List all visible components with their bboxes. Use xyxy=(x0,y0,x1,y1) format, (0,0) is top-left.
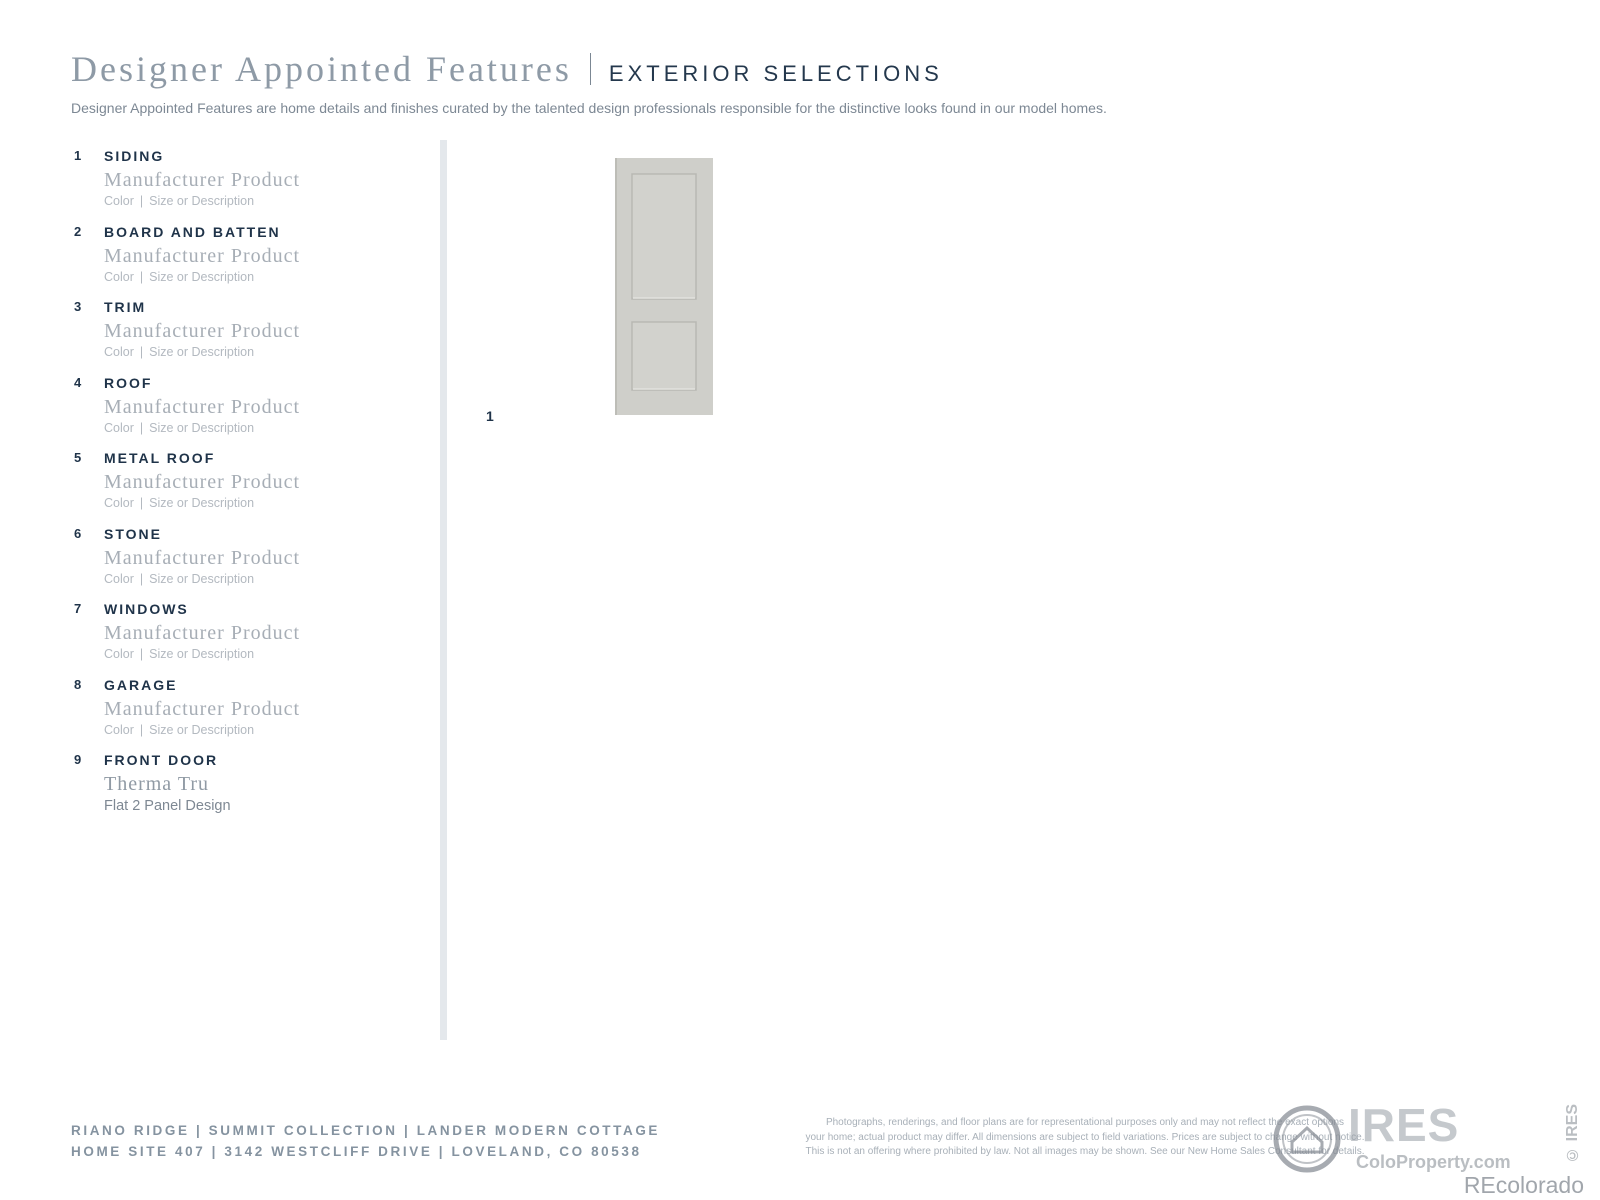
feature-size: Size or Description xyxy=(149,420,255,435)
feature-number: 5 xyxy=(74,450,82,465)
image-label: 1 xyxy=(486,408,494,424)
feature-number: 9 xyxy=(74,752,82,767)
feature-size: Size or Description xyxy=(149,345,255,359)
feature-color: Color xyxy=(104,420,134,435)
feature-description xyxy=(104,723,254,737)
watermark-site: ColoProperty.com xyxy=(1356,1152,1511,1172)
feature-description xyxy=(104,496,254,510)
title-row xyxy=(71,48,1540,90)
feature-color: Color xyxy=(104,571,134,586)
feature-item-siding xyxy=(74,142,414,218)
feature-size: Size or Description xyxy=(149,194,255,208)
feature-item-roof xyxy=(74,369,414,445)
feature-category: BOARD AND BATTEN xyxy=(104,223,281,240)
feature-product: Therma Tru xyxy=(104,773,209,795)
separator: | xyxy=(139,194,144,208)
feature-number: 8 xyxy=(74,676,82,692)
feature-item-front-door xyxy=(74,746,414,822)
feature-number: 3 xyxy=(74,299,82,314)
feature-size: Size or Description xyxy=(149,571,255,586)
ires-seal-icon xyxy=(1272,1104,1342,1174)
separator: | xyxy=(139,496,144,510)
feature-product: Manufacturer Product xyxy=(104,395,301,418)
feature-number: 4 xyxy=(74,374,82,390)
feature-description: Flat 2 Panel Design xyxy=(104,798,231,814)
feature-number: 7 xyxy=(74,601,82,616)
disclaimer-line: your home; actual product may differ. All dimensions are subject to field variations. Prices are subject to change without notice. xyxy=(805,1131,1365,1143)
front-door-image xyxy=(615,158,713,415)
feature-product: Manufacturer Product xyxy=(104,697,301,720)
feature-product: Manufacturer Product xyxy=(104,320,301,342)
feature-item-garage xyxy=(74,671,414,747)
feature-item-metal-roof xyxy=(74,444,414,520)
feature-category: SIDING xyxy=(104,148,165,164)
feature-product: Manufacturer Product xyxy=(104,169,301,191)
feature-list xyxy=(74,142,414,822)
feature-category: TRIM xyxy=(104,299,147,315)
feature-color: Color xyxy=(104,269,134,284)
feature-number: 1 xyxy=(74,148,82,163)
feature-color: Color xyxy=(104,345,134,359)
feature-category: STONE xyxy=(104,525,162,542)
feature-product: Manufacturer Product xyxy=(104,471,301,493)
disclaimer-line: Photographs, renderings, and floor plans are for representational purposes only and may not reflect the exact options xyxy=(825,1117,1345,1128)
feature-description xyxy=(104,421,254,435)
feature-description xyxy=(104,647,254,661)
feature-product: Manufacturer Product xyxy=(104,546,301,569)
separator: | xyxy=(139,345,144,359)
separator: | xyxy=(139,722,144,737)
feature-color: Color xyxy=(104,194,134,208)
feature-size: Size or Description xyxy=(149,496,255,510)
feature-category: METAL ROOF xyxy=(104,450,216,466)
section-title: EXTERIOR SELECTIONS xyxy=(608,61,943,86)
feature-size: Size or Description xyxy=(149,269,255,284)
feature-product: Manufacturer Product xyxy=(104,244,301,267)
separator: | xyxy=(139,269,144,284)
feature-number: 2 xyxy=(74,223,82,239)
separator: | xyxy=(139,647,144,661)
footer-community: RIANO RIDGE | SUMMIT COLLECTION | LANDER MODERN COTTAGE xyxy=(71,1123,661,1138)
footer-homesite: HOME SITE 407 | 3142 WESTCLIFF DRIVE | LOVELAND, CO 80538 xyxy=(71,1144,642,1159)
feature-description xyxy=(104,194,254,208)
door-edge-shadow xyxy=(615,158,617,415)
feature-description xyxy=(104,345,254,359)
intro-text: Designer Appointed Features are home details and finishes curated by the talented design professionals responsible for the distinctive looks found in our model homes. xyxy=(71,100,1107,116)
watermark-copyright: © IRES xyxy=(1564,1104,1581,1163)
title-divider xyxy=(590,53,591,85)
feature-color: Color xyxy=(104,496,134,510)
footer-address xyxy=(71,1120,660,1162)
watermark-recolorado: REcolorado xyxy=(1463,1172,1584,1198)
door-bottom-panel xyxy=(632,322,696,390)
separator: | xyxy=(139,571,144,586)
feature-color: Color xyxy=(104,722,134,737)
feature-description xyxy=(104,572,254,586)
page-header xyxy=(71,48,1540,116)
watermark-brand: IRES xyxy=(1348,1099,1460,1151)
feature-category: ROOF xyxy=(104,374,153,391)
feature-size: Size or Description xyxy=(149,722,255,737)
feature-category: GARAGE xyxy=(104,676,178,693)
watermark xyxy=(1270,1098,1590,1198)
feature-item-board-and-batten xyxy=(74,218,414,294)
page-title: Designer Appointed Features xyxy=(71,49,572,89)
feature-item-stone xyxy=(74,520,414,596)
feature-color: Color xyxy=(104,647,134,661)
separator: | xyxy=(139,420,144,435)
feature-description xyxy=(104,270,254,284)
feature-category: FRONT DOOR xyxy=(104,752,219,768)
feature-item-windows xyxy=(74,595,414,671)
feature-product: Manufacturer Product xyxy=(104,622,301,644)
feature-size: Size or Description xyxy=(149,647,255,661)
feature-number: 6 xyxy=(74,525,82,541)
disclaimer-line: This is not an offering where prohibited by law. Not all images may be shown. See our New Home Sales Consultant for details. xyxy=(805,1146,1365,1157)
door-top-panel xyxy=(632,174,696,299)
vertical-divider xyxy=(440,140,447,1040)
feature-item-trim xyxy=(74,293,414,369)
feature-category: WINDOWS xyxy=(104,601,189,617)
